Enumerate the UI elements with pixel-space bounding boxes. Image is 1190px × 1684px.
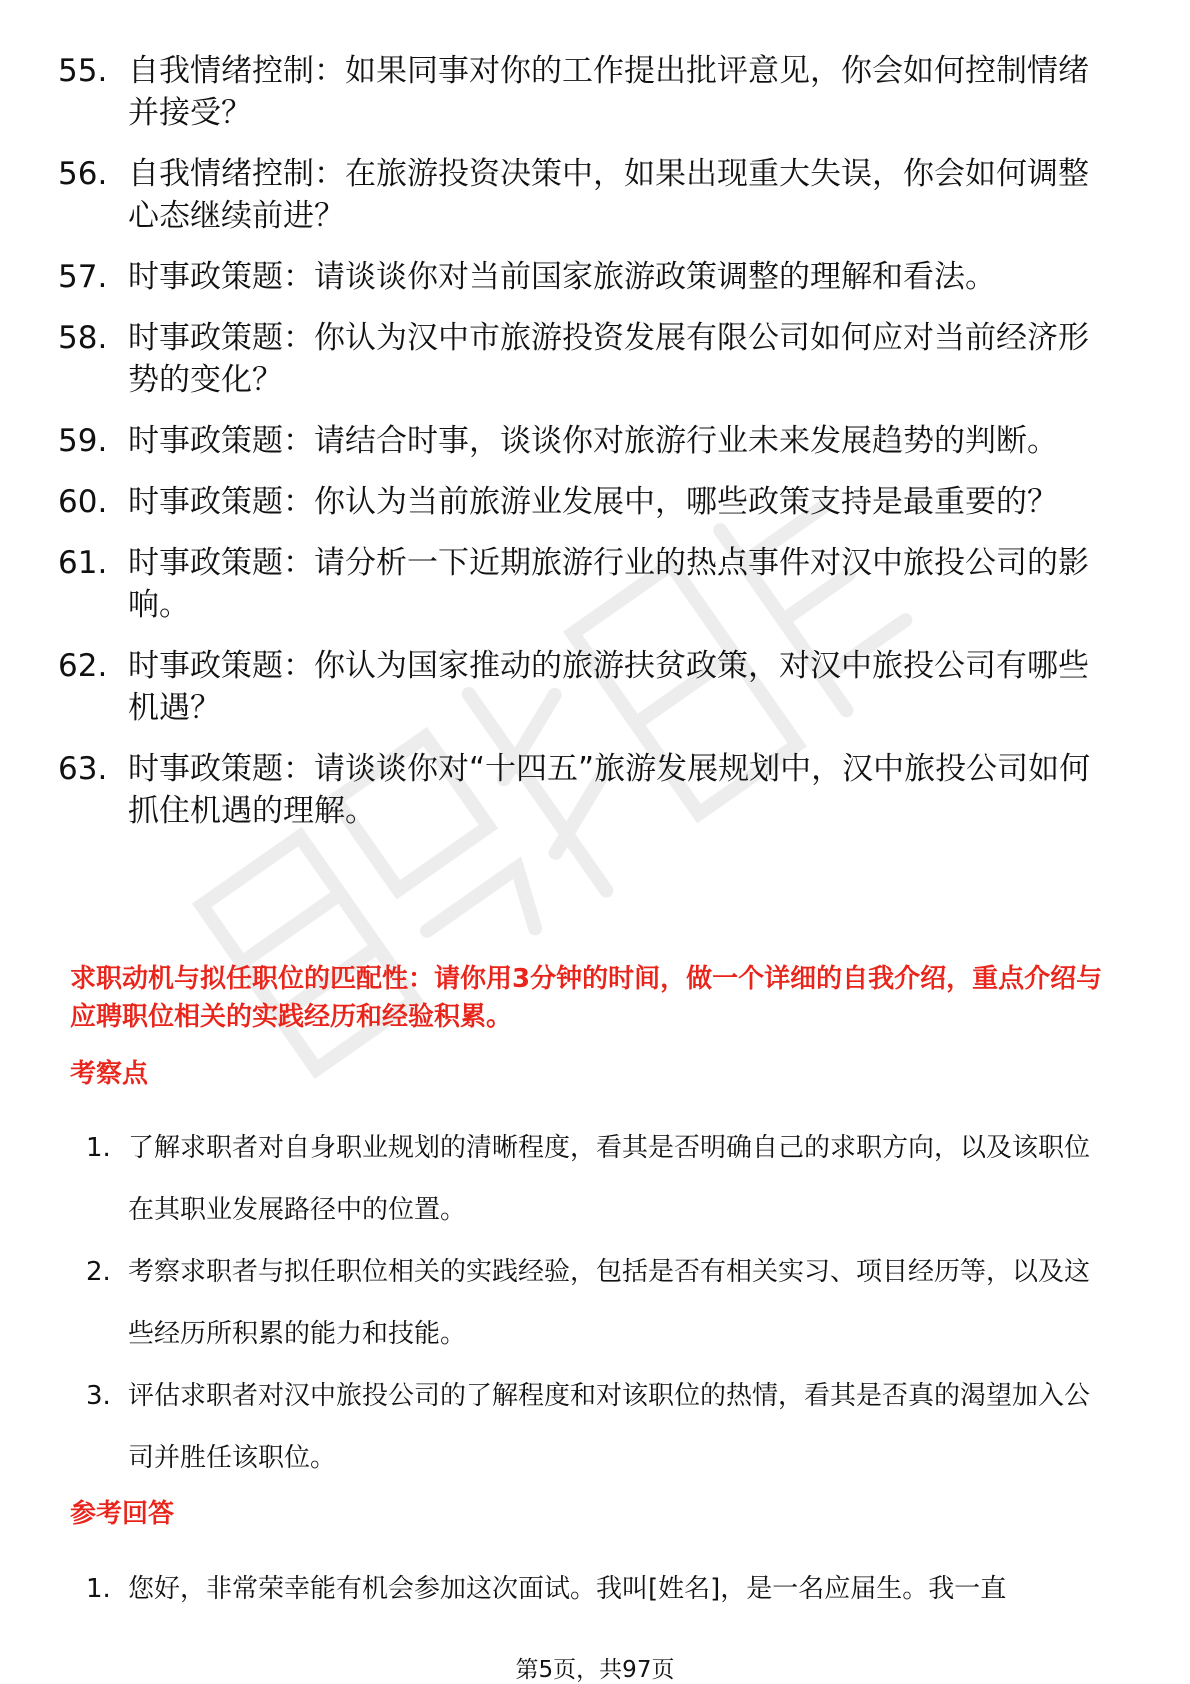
item-text: 自我情绪控制：如果同事对你的工作提出批评意见，你会如何控制情绪并接受？ xyxy=(128,53,1089,131)
list-item xyxy=(0,1558,1190,1620)
item-text: 时事政策题：请谈谈你对当前国家旅游政策调整的理解和看法。 xyxy=(128,259,996,295)
list-item xyxy=(0,317,1190,401)
item-number: 1. xyxy=(86,1133,111,1163)
item-text: 时事政策题：请谈谈你对“十四五”旅游发展规划中，汉中旅投公司如何抓住机遇的理解。 xyxy=(128,751,1091,829)
item-number: 1. xyxy=(86,1574,111,1604)
question-list xyxy=(0,50,1190,851)
reference-answer-title: 参考回答 xyxy=(70,1499,175,1529)
item-number: 58. xyxy=(58,320,108,356)
item-text: 了解求职者对自身职业规划的清晰程度，看其是否明确自己的求职方向，以及该职位在其职业发展路径中的位置。 xyxy=(128,1133,1091,1225)
list-item xyxy=(0,748,1190,832)
item-text: 时事政策题：你认为汉中市旅游投资发展有限公司如何应对当前经济形势的变化？ xyxy=(128,320,1089,398)
item-text: 考察求职者与拟任职位相关的实践经验，包括是否有相关实习、项目经历等，以及这些经历所积累的能力和技能。 xyxy=(128,1257,1091,1349)
list-item xyxy=(0,420,1190,462)
list-item xyxy=(0,1241,1190,1365)
list-item xyxy=(0,1365,1190,1489)
exam-points-list xyxy=(0,1117,1190,1489)
list-item xyxy=(0,1117,1190,1241)
exam-points-title: 考察点 xyxy=(70,1059,149,1089)
item-text: 时事政策题：你认为国家推动的旅游扶贫政策，对汉中旅投公司有哪些机遇？ xyxy=(128,648,1089,726)
item-number: 2. xyxy=(86,1257,111,1287)
item-number: 62. xyxy=(58,648,108,684)
item-text: 您好，非常荣幸能有机会参加这次面试。我叫[姓名]，是一名应届生。我一直 xyxy=(128,1574,1007,1604)
question-heading: 求职动机与拟任职位的匹配性：请你用3分钟的时间，做一个详细的自我介绍，重点介绍与应聘职位相关的实践经历和经验积累。 xyxy=(70,964,1103,1032)
item-text: 评估求职者对汉中旅投公司的了解程度和对该职位的热情，看其是否真的渴望加入公司并胜任该职位。 xyxy=(128,1381,1091,1473)
list-item xyxy=(0,645,1190,729)
list-item xyxy=(0,50,1190,134)
list-item xyxy=(0,481,1190,523)
page-footer: 第5页，共97页 xyxy=(515,1657,675,1683)
item-number: 3. xyxy=(86,1381,111,1411)
item-text: 自我情绪控制：在旅游投资决策中，如果出现重大失误，你会如何调整心态继续前进？ xyxy=(128,156,1089,234)
item-number: 63. xyxy=(58,751,108,787)
item-number: 60. xyxy=(58,484,108,520)
reference-answer-list xyxy=(0,1558,1190,1620)
item-text: 时事政策题：请分析一下近期旅游行业的热点事件对汉中旅投公司的影响。 xyxy=(128,545,1089,623)
item-number: 56. xyxy=(58,156,108,192)
item-number: 55. xyxy=(58,53,108,89)
list-item xyxy=(0,256,1190,298)
item-number: 57. xyxy=(58,259,108,295)
item-text: 时事政策题：你认为当前旅游业发展中，哪些政策支持是最重要的？ xyxy=(128,484,1058,520)
item-number: 59. xyxy=(58,423,108,459)
item-number: 61. xyxy=(58,545,108,581)
list-item xyxy=(0,542,1190,626)
list-item xyxy=(0,153,1190,237)
item-text: 时事政策题：请结合时事，谈谈你对旅游行业未来发展趋势的判断。 xyxy=(128,423,1058,459)
